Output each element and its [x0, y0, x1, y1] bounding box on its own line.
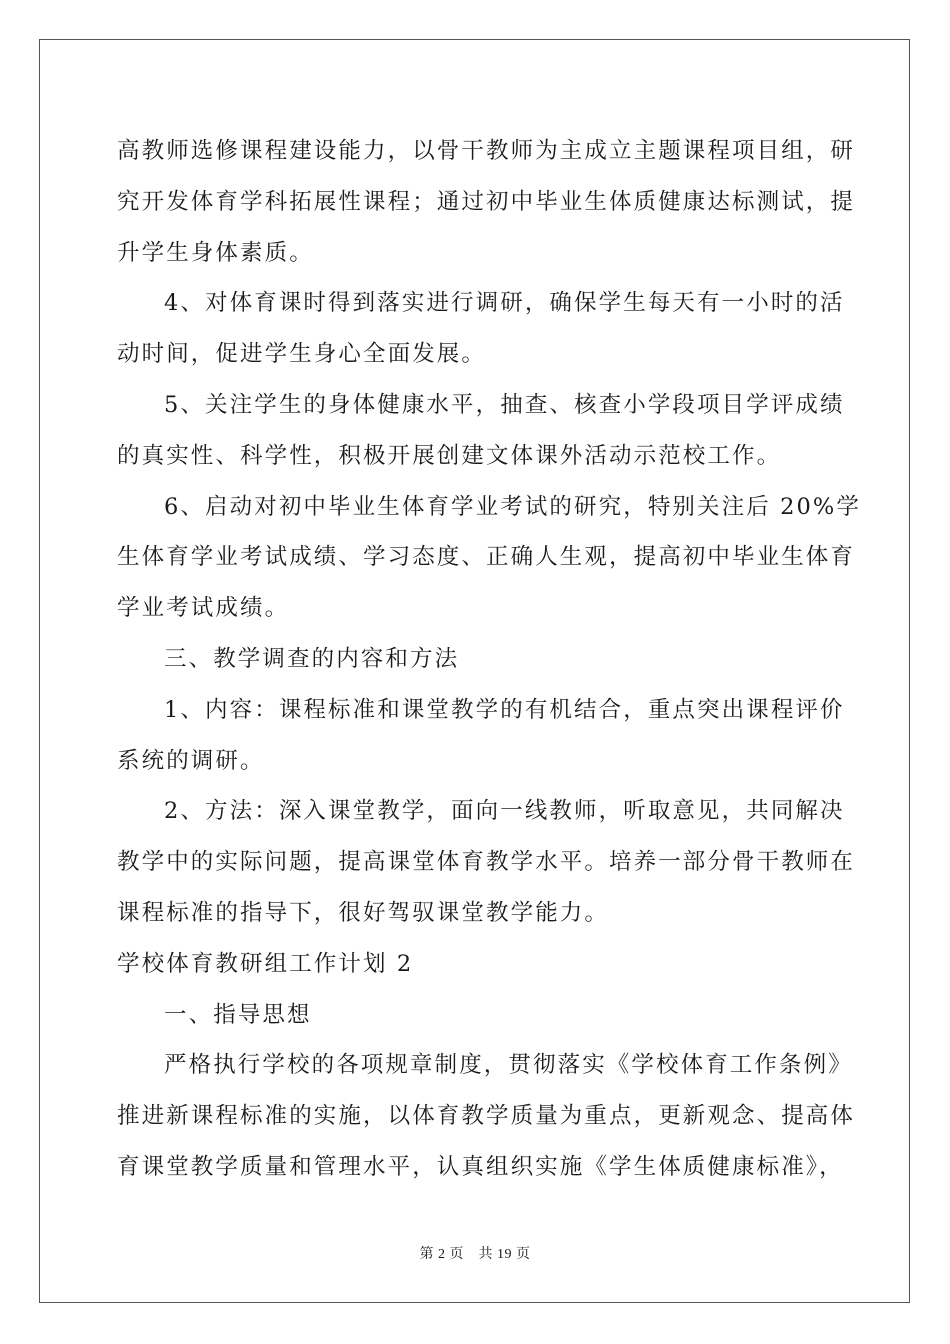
text-line: 推进新课程标准的实施，以体育教学质量为重点，更新观念、提高体 — [117, 1103, 856, 1130]
paragraph — [117, 786, 856, 938]
paragraph — [117, 126, 856, 278]
text-line: 学业考试成绩。 — [117, 595, 290, 622]
document-body — [117, 126, 861, 1193]
text-line: 究开发体育学科拓展性课程；通过初中毕业生体质健康达标测试，提 — [117, 188, 856, 215]
text-line: 一、指导思想 — [164, 1001, 312, 1028]
text-line: 1、内容：课程标准和课堂教学的有机结合，重点突出课程评价 — [164, 696, 845, 723]
text-line: 三、教学调查的内容和方法 — [164, 645, 460, 672]
paragraph — [117, 380, 845, 482]
text-line: 高教师选修课程建设能力，以骨干教师为主成立主题课程项目组，研 — [117, 138, 856, 164]
text-line: 的真实性、科学性，积极开展创建文体课外活动示范校工作。 — [117, 442, 782, 469]
text-line: 5、关注学生的身体健康水平，抽查、核查小学段项目学评成绩 — [164, 391, 845, 418]
text-line: 育课堂教学质量和管理水平，认真组织实施《学生体质健康标准》， — [117, 1153, 844, 1180]
text-line: 系统的调研。 — [117, 747, 265, 774]
paragraph — [117, 1040, 856, 1192]
text-line: 4、对体育课时得到落实进行调研，确保学生每天有一小时的活 — [164, 290, 845, 317]
text-line: 升学生身体素质。 — [117, 239, 314, 266]
paragraph — [117, 939, 834, 990]
paragraph — [117, 685, 845, 787]
text-line: 动时间，促进学生身心全面发展。 — [117, 341, 487, 368]
text-line: 严格执行学校的各项规章制度，贯彻落实《学校体育工作条例》 — [164, 1052, 853, 1079]
text-line: 教学中的实际问题，提高课堂体育教学水平。培养一部分骨干教师在 — [117, 849, 856, 876]
page-number: 第 2 页 共 19 页 — [419, 1247, 531, 1262]
paragraph — [117, 482, 861, 634]
text-line: 6、启动对初中毕业生体育学业考试的研究，特别关注后 20%学 — [164, 493, 861, 520]
paragraph — [117, 278, 845, 380]
text-line: 课程标准的指导下，很好驾驭课堂教学能力。 — [117, 899, 610, 926]
text-line: 2、方法：深入课堂教学，面向一线教师，听取意见，共同解决 — [164, 798, 845, 825]
paragraph — [117, 634, 834, 685]
paragraph — [117, 990, 834, 1041]
text-line: 学校体育教研组工作计划 2 — [117, 950, 414, 977]
page-footer — [0, 1243, 950, 1263]
text-line: 生体育学业考试成绩、学习态度、正确人生观，提高初中毕业生体育 — [117, 544, 856, 571]
